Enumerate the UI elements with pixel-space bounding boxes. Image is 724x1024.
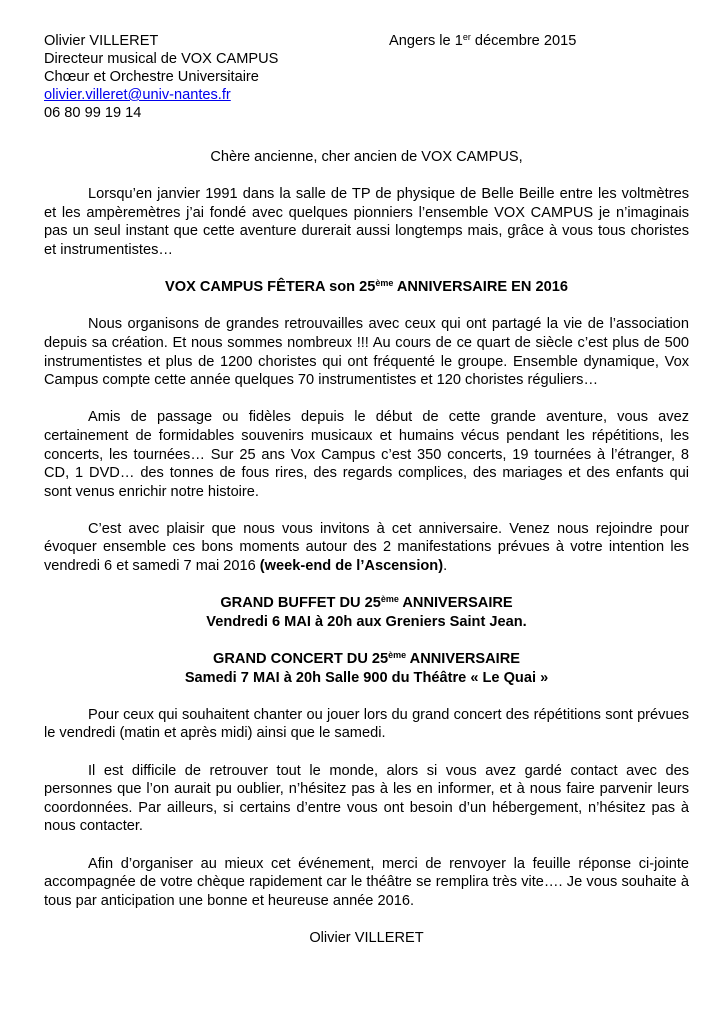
sender-email-link[interactable]: olivier.villeret@univ-nantes.fr (44, 87, 231, 103)
invitation-text: C’est avec plaisir que nous vous invitons à cet anniversaire. Venez nous rejoindre pour évoquer ensemble ces bons moments autour des 2 manifestations prévues à votre intention les vendredi 6 et samedi 7 mai 2016 (44, 520, 689, 575)
event-buffet-title-sup: ème (380, 594, 399, 605)
paragraph-reply: Afin d’organiser au mieux cet événement, merci de renvoyer la feuille réponse ci-jointe accompagnée de votre chèque rapidement car le théâtre se remplira très vite…. Je vous souhaite à tous par anticipation une bonne et heureuse année 2016. (44, 855, 689, 909)
paragraph-invitation (44, 520, 689, 576)
event-buffet-title-before: GRAND BUFFET DU 25 (220, 595, 381, 612)
invitation-bold: (week-end de l’Ascension) (259, 558, 444, 575)
paragraph-memories: Amis de passage ou fidèles depuis le début de cette grande aventure, vous avez certainement de formidables souvenirs musicaux et humains vécus pendant les répétitions, les concerts, les tournées… Sur 25 ans Vox Campus c’est 350 concerts, 19 tournées à l’étranger, 8 CD, 1 DVD… des tonnes de fous rires, des regards complices, des mariages et des enfants qui sont venus enrichir notre histoire. (44, 409, 689, 500)
headline (44, 278, 689, 297)
event-buffet-title-after: ANNIVERSAIRE (398, 595, 513, 612)
sender-phone: 06 80 99 19 14 (44, 105, 142, 121)
paragraph-rehearsals: Pour ceux qui souhaitent chanter ou jouer lors du grand concert des répétitions sont prévues le vendredi (matin et après midi) ainsi que le samedi. (44, 706, 689, 742)
headline-sup: ème (375, 278, 394, 289)
signature: Olivier VILLERET (309, 929, 424, 946)
date-superscript: er (462, 32, 471, 42)
event-concert-title-after: ANNIVERSAIRE (406, 651, 520, 668)
sender-role: Directeur musical de VOX CAMPUS (44, 51, 279, 67)
event-concert-title-sup: ème (388, 650, 407, 661)
event-buffet-detail: Vendredi 6 MAI à 20h aux Greniers Saint Jean. (206, 613, 527, 630)
letter-body (44, 148, 689, 948)
paragraph-reunion: Nous organisons de grandes retrouvailles avec ceux qui ont partagé la vie de l’association depuis sa création. Et nous sommes nombreux !!! Au cours de ce quart de siècle c’est plus de 500 instrumentistes et plus de 1200 choristes qui ont fréquenté le groupe. Ensemble dynamique, Vox Campus compte cette année quelques 70 instrumentistes et 120 choristes réguliers… (44, 316, 689, 389)
event-concert-title-before: GRAND CONCERT DU 25 (213, 651, 389, 668)
event-concert-detail: Samedi 7 MAI à 20h Salle 900 du Théâtre « Le Quai » (184, 669, 549, 686)
paragraph-intro: Lorsqu’en janvier 1991 dans la salle de TP de physique de Belle Beille entre les voltmètres et les ampèremètres j’ai fondé avec quelques pionniers l’ensemble VOX CAMPUS je n’imaginais pas un seul instant que cette aventure durerait aussi longtemps mais, grâce à vous tous choristes et instrumentistes… (44, 186, 689, 258)
sender-block (44, 32, 278, 122)
event-buffet-title (44, 594, 689, 613)
headline-after: ANNIVERSAIRE EN 2016 (393, 279, 568, 296)
event-concert-title (44, 650, 689, 669)
sender-name: Olivier VILLERET (44, 33, 159, 49)
greeting: Chère ancienne, cher ancien de VOX CAMPUS, (210, 149, 523, 165)
sender-ensemble: Chœur et Orchestre Universitaire (44, 69, 259, 85)
paragraph-contacts: Il est difficile de retrouver tout le monde, alors si vous avez gardé contact avec des personnes que l’on aurait pu oublier, n’hésitez pas à les en informer, et à nous faire parvenir leurs coordonnées. Par ailleurs, si certains d’entre vous ont besoin d’un hébergement, n’hésitez pas à nous contacter. (44, 762, 689, 835)
date-suffix: décembre 2015 (470, 33, 577, 49)
invitation-end: . (443, 558, 448, 575)
date-prefix: Angers le 1 (389, 33, 463, 49)
letter-date (389, 32, 576, 50)
headline-before: VOX CAMPUS FÊTERA son 25 (165, 279, 376, 296)
